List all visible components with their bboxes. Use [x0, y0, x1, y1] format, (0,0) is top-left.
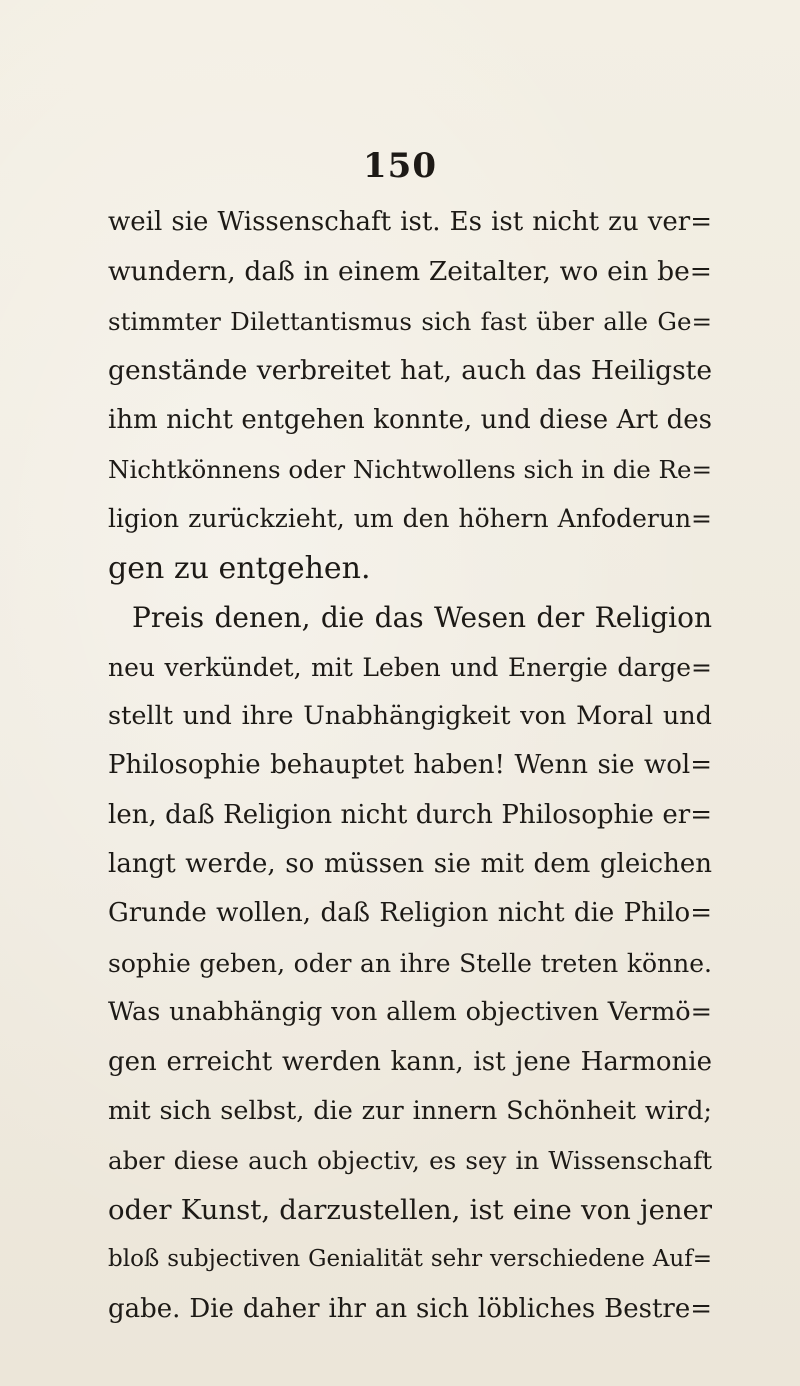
text-line-23: gabe. Die daher ihr an sich löbliches Bestre= [108, 1293, 712, 1324]
text-line-11: stellt und ihre Unabhängigkeit von Moral und [108, 700, 712, 731]
page-number: 150 [363, 146, 437, 186]
text-line-1: weil sie Wissenschaft ist. Es ist nicht zu ver= [108, 207, 712, 237]
text-line-6: Nichtkönnens oder Nichtwollens sich in die Re= [108, 454, 712, 484]
text-line-19: mit sich selbst, die zur innern Schönheit wird; [108, 1096, 712, 1127]
text-line-12: Philosophie behauptet haben! Wenn sie wol= [108, 750, 712, 781]
text-line-4: genstände verbreitet hat, auch das Heiligste [108, 355, 712, 387]
text-line-20: aber diese auch objectiv, es sey in Wissenschaft [108, 1146, 712, 1176]
text-line-13: len, daß Religion nicht durch Philosophie er= [108, 799, 712, 830]
text-line-22: bloß subjectiven Genialität sehr verschiedene Auf= [108, 1246, 712, 1273]
text-line-2: wundern, daß in einem Zeitalter, wo ein be= [108, 256, 712, 288]
text-line-8: gen zu entgehen. [108, 550, 371, 586]
text-line-18: gen erreicht werden kann, ist jene Harmonie [108, 1046, 712, 1077]
body-text [108, 198, 712, 1334]
text-line-16: sophie geben, oder an ihre Stelle treten könne. [108, 948, 712, 978]
text-line-5: ihm nicht entgehen konnte, und diese Art des [108, 404, 712, 435]
text-line-15: Grunde wollen, daß Religion nicht die Philo= [108, 898, 712, 929]
text-line-14: langt werde, so müssen sie mit dem gleichen [108, 849, 712, 880]
text-line-10: neu verkündet, mit Leben und Energie darge= [108, 652, 712, 682]
text-line-7: ligion zurückzieht, um den höhern Anfoderun= [108, 504, 712, 534]
text-line-21: oder Kunst, darzustellen, ist eine von jener [108, 1193, 712, 1226]
text-line-3: stimmter Dilettantismus sich fast über alle Ge= [108, 306, 712, 336]
text-line-17: Was unabhängig von allem objectiven Vermö= [108, 997, 712, 1028]
text-line-9: Preis denen, die das Wesen der Religion [132, 601, 712, 635]
